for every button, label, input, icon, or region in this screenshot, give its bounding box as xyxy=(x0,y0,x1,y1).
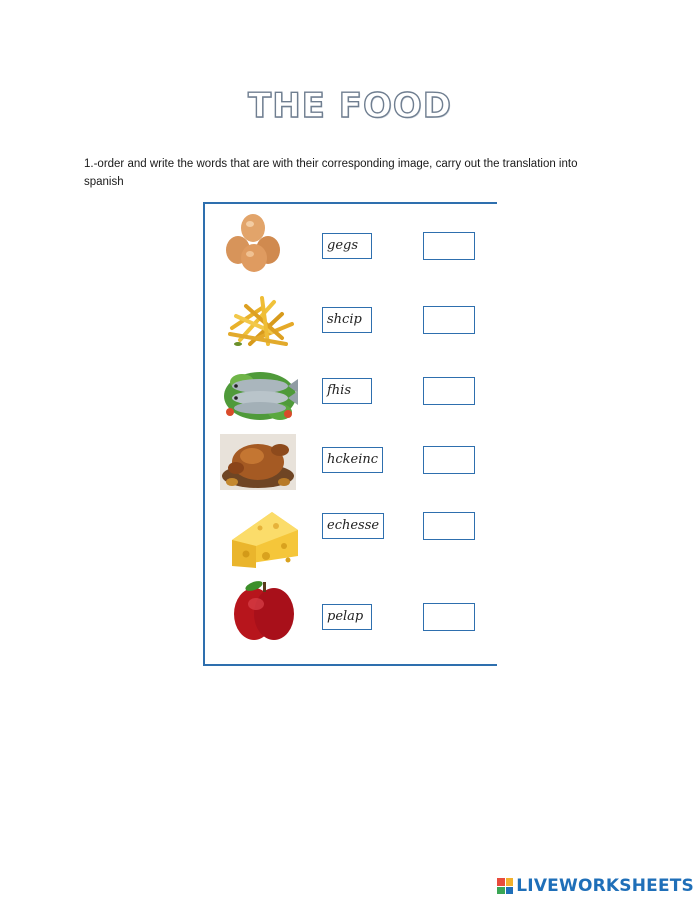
apple-image xyxy=(226,580,306,644)
chips-image xyxy=(222,288,302,352)
instruction-text: 1.-order and write the words that are with their corresponding image, carry out the translation into spanish xyxy=(84,158,578,188)
brand-name: LIVEWORKSHEETS xyxy=(516,876,694,896)
answer-box[interactable] xyxy=(423,446,475,474)
brand-mark-icon xyxy=(497,878,513,894)
answer-box[interactable] xyxy=(423,603,475,631)
scrambled-word: hckeinc xyxy=(322,447,383,473)
worksheet-title: THE FOOD xyxy=(248,86,452,126)
fish-image xyxy=(220,362,300,426)
eggs-image xyxy=(214,210,294,274)
scrambled-word: echesse xyxy=(322,513,384,539)
chicken-image xyxy=(218,430,298,494)
answer-box[interactable] xyxy=(423,377,475,405)
scrambled-word: fhis xyxy=(322,378,372,404)
scrambled-word: shcip xyxy=(322,307,372,333)
answer-box[interactable] xyxy=(423,512,475,540)
scrambled-word: pelap xyxy=(322,604,372,630)
answer-box[interactable] xyxy=(423,306,475,334)
answer-box[interactable] xyxy=(423,232,475,260)
liveworksheets-logo xyxy=(497,876,694,896)
cheese-image xyxy=(226,506,306,570)
scrambled-word: gegs xyxy=(322,233,372,259)
